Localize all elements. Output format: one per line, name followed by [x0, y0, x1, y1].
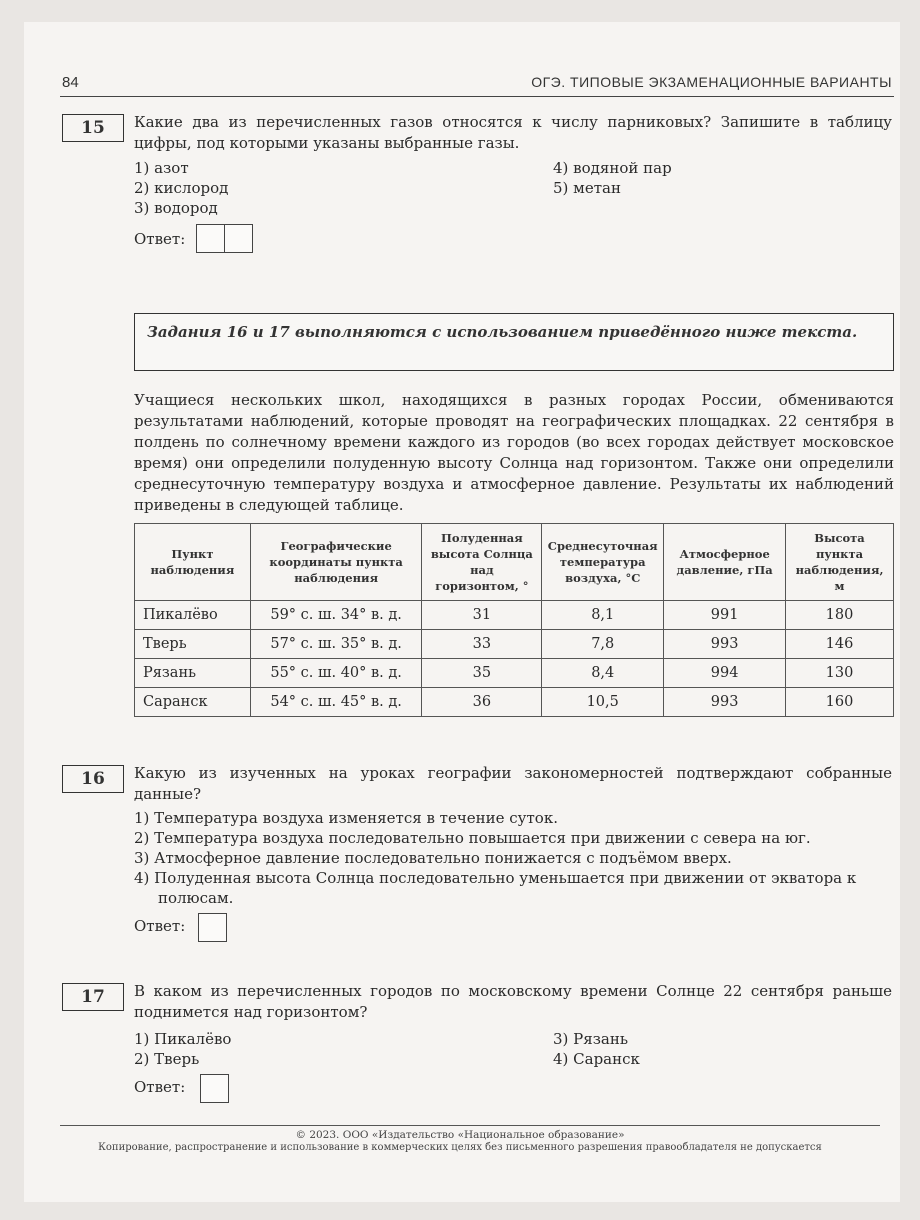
table-cell: 10,5	[542, 688, 664, 717]
table-cell: 7,8	[542, 630, 664, 659]
table-cell: 33	[422, 630, 542, 659]
table-row	[135, 630, 894, 659]
task-16-option-3: 3) Атмосферное давление последовательно понижается с подъёмом вверх.	[134, 849, 732, 867]
table-header-cell: Высота пункта наблюдения, м	[786, 524, 894, 601]
task-16-answer-cell[interactable]	[198, 913, 227, 942]
table-cell: 994	[664, 659, 786, 688]
footer-rule	[60, 1125, 880, 1126]
footer-copyright: © 2023. ООО «Издательство «Национальное образование»	[295, 1129, 625, 1141]
table-header-cell: Среднесуточная температура воздуха, °С	[542, 524, 664, 601]
task-15-answer-cell-1[interactable]	[196, 224, 225, 253]
task-17-option-4: 4) Саранск	[553, 1050, 640, 1068]
task-15-number: 15	[62, 114, 124, 142]
task-15-option-4: 4) водяной пар	[553, 159, 672, 177]
table-cell: Пикалёво	[135, 601, 251, 630]
task-16-answer-label: Ответ:	[134, 917, 186, 935]
task-17-answer-label: Ответ:	[134, 1078, 186, 1096]
task-17-question: В каком из перечисленных городов по московскому времени Солнце 22 сентября раньше поднимется над горизонтом?	[134, 982, 892, 1021]
task-15-answer-cell-2[interactable]	[224, 224, 253, 253]
table-cell: 991	[664, 601, 786, 630]
table-cell: 160	[786, 688, 894, 717]
task-16-option-1: 1) Температура воздуха изменяется в течение суток.	[134, 809, 558, 827]
task-15-option-3: 3) водород	[134, 199, 218, 217]
table-header-row	[135, 524, 894, 601]
instruction-note-text: Задания 16 и 17 выполняются с использованием приведённого ниже текста.	[147, 323, 858, 341]
task-15-question: Какие два из перечисленных газов относятся к числу парниковых? Запишите в таблицу цифры, под которыми указаны выбранные газы.	[134, 113, 892, 152]
task-17-option-2: 2) Тверь	[134, 1050, 200, 1068]
task-17-answer-cell[interactable]	[200, 1074, 229, 1103]
table-header-cell: Пункт наблюдения	[135, 524, 251, 601]
table-row	[135, 659, 894, 688]
table-cell: 31	[422, 601, 542, 630]
task-16-question: Какую из изученных на уроках географии закономерностей подтверждают собранные данные?	[134, 764, 892, 803]
instruction-note	[134, 313, 894, 371]
table-cell: Саранск	[135, 688, 251, 717]
task-17-number: 17	[62, 983, 124, 1011]
table-row	[135, 601, 894, 630]
header-rule	[60, 96, 894, 97]
table-header-cell: Полуденная высота Солнца над горизонтом, °	[422, 524, 542, 601]
page-number: 84	[62, 74, 79, 91]
task-17-option-3: 3) Рязань	[553, 1030, 629, 1048]
table-cell: 54° с. ш. 45° в. д.	[250, 688, 422, 717]
observations-table	[134, 523, 894, 717]
table-cell: 180	[786, 601, 894, 630]
table-cell: 36	[422, 688, 542, 717]
footer-notice: Копирование, распространение и использование в коммерческих целях без письменного разрешения правообладателя не допускается	[98, 1142, 822, 1153]
task-15-option-2: 2) кислород	[134, 179, 229, 197]
running-title: ОГЭ. ТИПОВЫЕ ЭКЗАМЕНАЦИОННЫЕ ВАРИАНТЫ	[531, 74, 892, 90]
table-header-cell: Атмосферное давление, гПа	[664, 524, 786, 601]
task-15-answer-label: Ответ:	[134, 230, 186, 248]
task-17-option-1: 1) Пикалёво	[134, 1030, 232, 1048]
table-cell: 130	[786, 659, 894, 688]
table-cell: Рязань	[135, 659, 251, 688]
table-cell: Тверь	[135, 630, 251, 659]
table-cell: 993	[664, 688, 786, 717]
task-16-option-2: 2) Температура воздуха последовательно повышается при движении с севера на юг.	[134, 829, 811, 847]
table-cell: 146	[786, 630, 894, 659]
table-row	[135, 688, 894, 717]
task-15-option-5: 5) метан	[553, 179, 621, 197]
context-text: Учащиеся нескольких школ, находящихся в разных городах России, обмениваются результатами наблюдений, которые проводят на географических площадках. 22 сентября в полдень по солнечному времени каждого из городов (во всех городах действует московское время) они определили полуденную высоту Солнца над горизонтом. Также они определили среднесуточную температуру воздуха и атмосферное давление. Результаты их наблюдений приведены в следующей таблице.	[134, 391, 894, 514]
table-cell: 993	[664, 630, 786, 659]
table-cell: 59° с. ш. 34° в. д.	[250, 601, 422, 630]
table-cell: 8,1	[542, 601, 664, 630]
task-16-number: 16	[62, 765, 124, 793]
task-16-option-4: 4) Полуденная высота Солнца последовательно уменьшается при движении от экватора к полюсам.	[134, 869, 857, 907]
task-15-option-1: 1) азот	[134, 159, 189, 177]
table-cell: 35	[422, 659, 542, 688]
table-cell: 57° с. ш. 35° в. д.	[250, 630, 422, 659]
table-cell: 55° с. ш. 40° в. д.	[250, 659, 422, 688]
table-header-cell: Географические координаты пункта наблюдения	[250, 524, 422, 601]
table-cell: 8,4	[542, 659, 664, 688]
